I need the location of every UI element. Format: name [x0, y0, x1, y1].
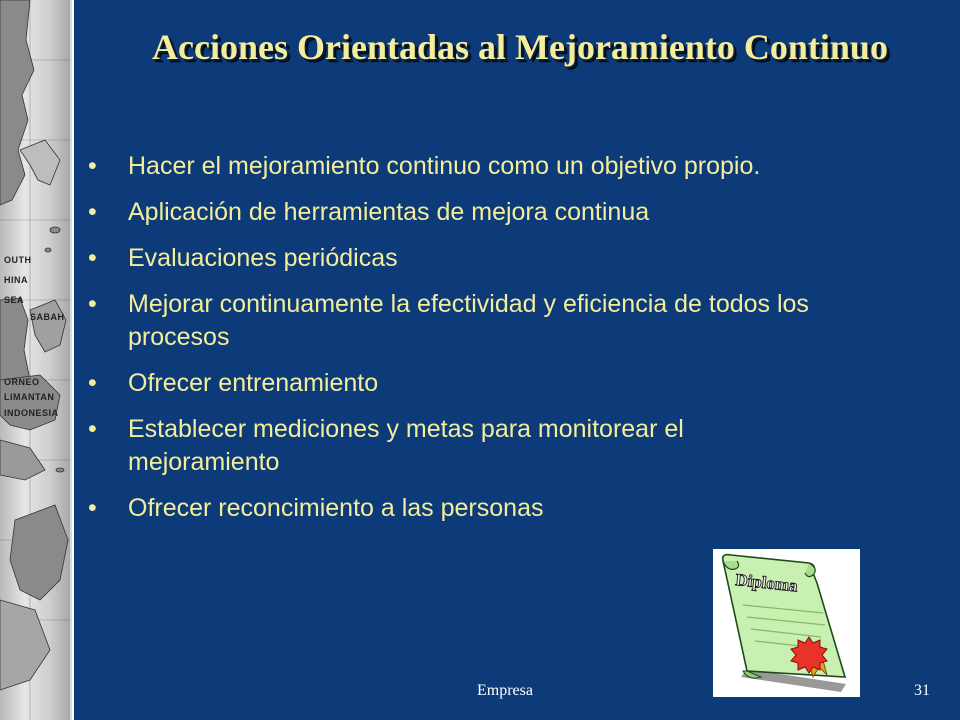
bullet-item: [88, 242, 868, 275]
map-label: ORNEO: [4, 377, 40, 387]
bullet-item: [88, 150, 868, 183]
bullet-item: [88, 367, 868, 400]
strip-divider-highlight: [72, 0, 74, 720]
bullet-marker: •: [88, 290, 97, 318]
bullet-text: Mejorar continuamente la efectividad y eficiencia de todos los procesos: [128, 290, 809, 351]
map-label: SEA: [4, 295, 25, 305]
footer-company: Empresa: [477, 682, 533, 699]
bullet-text: Ofrecer entrenamiento: [128, 369, 379, 397]
map-decoration: [0, 0, 70, 720]
diploma-image: [713, 549, 860, 697]
bullet-text: Aplicación de herramientas de mejora continua: [128, 198, 650, 226]
map-label: HINA: [4, 275, 28, 285]
bullet-text: Evaluaciones periódicas: [128, 244, 398, 272]
bullet-list: [88, 150, 868, 525]
bullet-marker: •: [88, 152, 97, 180]
map-graphic: [0, 0, 70, 720]
bullet-marker: •: [88, 244, 97, 272]
map-label: OUTH: [4, 255, 32, 265]
bullet-marker: •: [88, 369, 97, 397]
bullet-item: [88, 288, 868, 354]
bullet-text: Ofrecer reconcimiento a las personas: [128, 494, 544, 522]
bullet-text: Establecer mediciones y metas para monitorear el mejoramiento: [128, 415, 684, 476]
bullet-item: [88, 492, 868, 525]
diploma-icon: [713, 549, 860, 697]
map-label: LIMANTAN: [4, 392, 55, 402]
map-label: SABAH: [30, 312, 65, 322]
bullet-marker: •: [88, 198, 97, 226]
slide-title: Acciones Orientadas al Mejoramiento Continuo: [152, 27, 888, 67]
bullet-item: [88, 413, 828, 479]
bullet-marker: •: [88, 415, 97, 443]
bullet-marker: •: [88, 494, 97, 522]
bullet-item: [88, 196, 868, 229]
diploma-label: Diploma: [734, 570, 799, 596]
bullet-text: Hacer el mejoramiento continuo como un objetivo propio.: [128, 152, 761, 180]
map-label: INDONESIA: [4, 408, 59, 418]
page-number: 31: [914, 682, 930, 699]
